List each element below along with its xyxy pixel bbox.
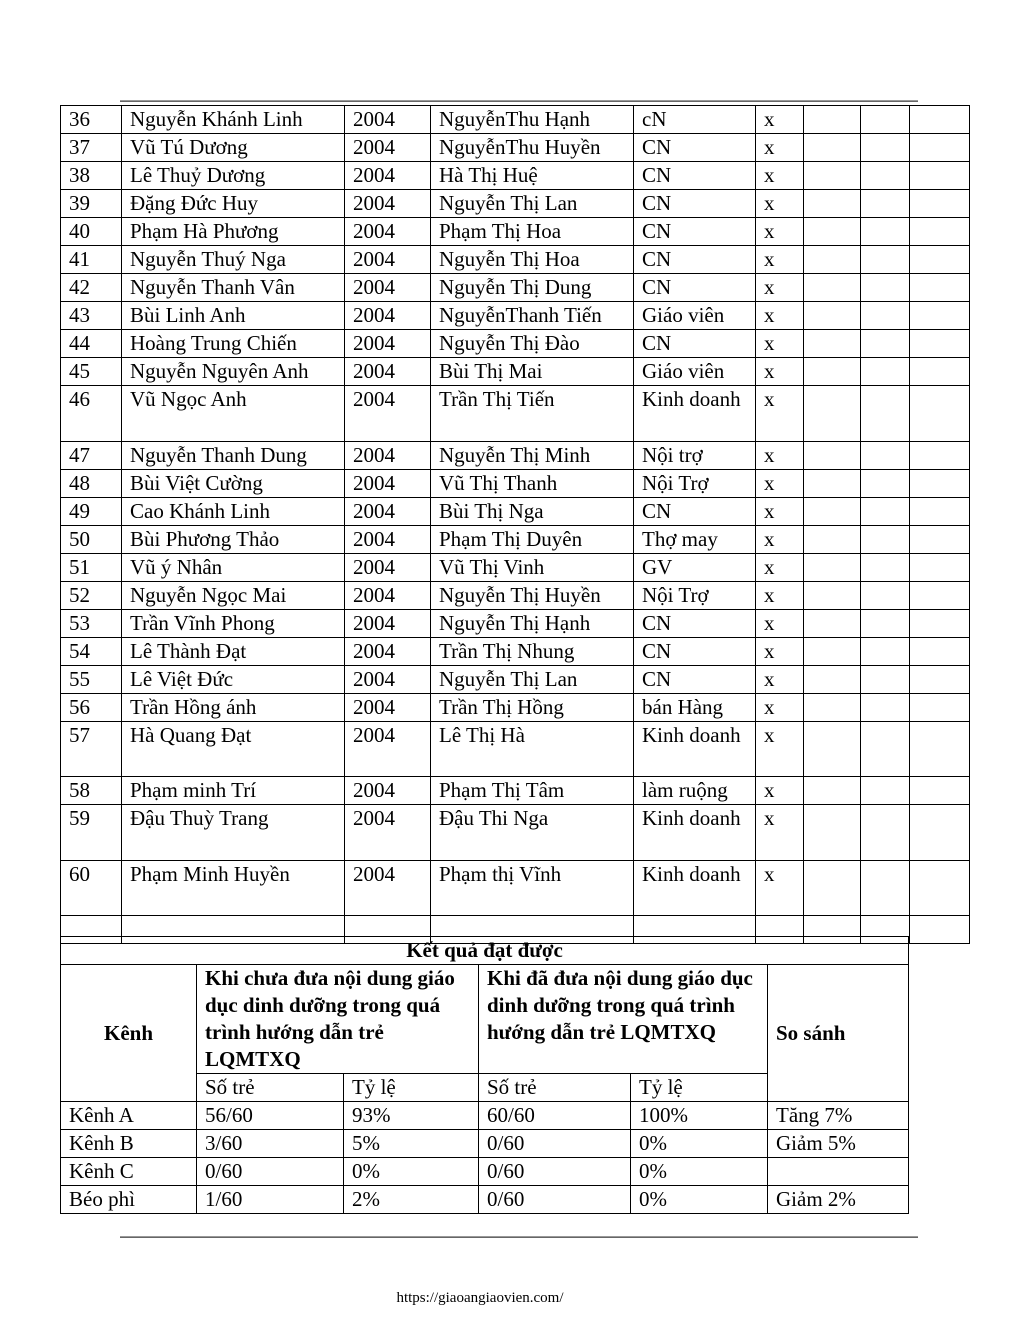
empty-cell xyxy=(861,330,910,358)
empty-cell xyxy=(861,581,910,609)
birth-year: 2004 xyxy=(345,637,431,665)
mark: x xyxy=(756,274,804,302)
parent-name: Nguyễn Thị Huyền xyxy=(431,581,634,609)
row-number: 42 xyxy=(61,274,122,302)
student-name: Đặng Đức Huy xyxy=(122,190,345,218)
parent-job: CN xyxy=(634,330,756,358)
parent-name: NguyễnThanh Tiến xyxy=(431,302,634,330)
birth-year: 2004 xyxy=(345,246,431,274)
table-row xyxy=(61,106,970,134)
parent-name: Phạm Thị Duyên xyxy=(431,525,634,553)
empty-cell xyxy=(804,777,861,805)
empty-cell xyxy=(910,805,970,861)
empty-cell xyxy=(910,553,970,581)
mark: x xyxy=(756,777,804,805)
birth-year: 2004 xyxy=(345,525,431,553)
empty-cell xyxy=(804,274,861,302)
student-name: Bùi Việt Cường xyxy=(122,469,345,497)
table-row xyxy=(61,609,970,637)
col-compare-header: So sánh xyxy=(768,965,909,1102)
table-row xyxy=(61,441,970,469)
after-ratio: 0% xyxy=(631,1186,768,1214)
birth-year: 2004 xyxy=(345,693,431,721)
parent-name: Nguyễn Thị Đào xyxy=(431,330,634,358)
empty-cell xyxy=(861,665,910,693)
after-count: 0/60 xyxy=(479,1158,631,1186)
table-row xyxy=(61,134,970,162)
student-name: Phạm Hà Phương xyxy=(122,218,345,246)
row-number: 40 xyxy=(61,218,122,246)
mark: x xyxy=(756,106,804,134)
mark: x xyxy=(756,469,804,497)
before-count: 56/60 xyxy=(197,1102,344,1130)
table-row xyxy=(61,330,970,358)
mark: x xyxy=(756,358,804,386)
empty-cell xyxy=(804,525,861,553)
mark: x xyxy=(756,637,804,665)
empty-cell xyxy=(804,218,861,246)
empty-cell xyxy=(910,441,970,469)
empty-cell xyxy=(861,246,910,274)
after-ratio: 0% xyxy=(631,1158,768,1186)
empty-cell xyxy=(910,469,970,497)
row-number: 56 xyxy=(61,693,122,721)
parent-job: cN xyxy=(634,106,756,134)
parent-job: Nội Trợ xyxy=(634,469,756,497)
empty-cell xyxy=(861,860,910,916)
empty-cell xyxy=(804,721,861,777)
result-row xyxy=(61,1102,909,1130)
row-number: 54 xyxy=(61,637,122,665)
row-number: 60 xyxy=(61,860,122,916)
empty-cell xyxy=(861,162,910,190)
birth-year: 2004 xyxy=(345,218,431,246)
student-table xyxy=(60,105,970,944)
after-ratio: 100% xyxy=(631,1102,768,1130)
empty-cell xyxy=(910,162,970,190)
empty-cell xyxy=(804,609,861,637)
row-number: 51 xyxy=(61,553,122,581)
empty-cell xyxy=(910,581,970,609)
parent-job: làm ruộng xyxy=(634,777,756,805)
student-name: Trần Vĩnh Phong xyxy=(122,609,345,637)
table-row xyxy=(61,693,970,721)
table-row xyxy=(61,665,970,693)
before-ratio: 5% xyxy=(344,1130,479,1158)
empty-cell xyxy=(910,777,970,805)
student-name: Đậu Thuỳ Trang xyxy=(122,805,345,861)
birth-year: 2004 xyxy=(345,106,431,134)
birth-year: 2004 xyxy=(345,860,431,916)
empty-cell xyxy=(910,386,970,442)
parent-job: GV xyxy=(634,553,756,581)
empty-cell xyxy=(910,134,970,162)
comparison: Giảm 2% xyxy=(768,1186,909,1214)
birth-year: 2004 xyxy=(345,386,431,442)
parent-name: Trần Thị Tiến xyxy=(431,386,634,442)
parent-job: CN xyxy=(634,162,756,190)
table-row xyxy=(61,386,970,442)
mark: x xyxy=(756,302,804,330)
parent-job: Kinh doanh xyxy=(634,721,756,777)
birth-year: 2004 xyxy=(345,469,431,497)
student-name: Nguyễn Thanh Dung xyxy=(122,441,345,469)
row-number: 45 xyxy=(61,358,122,386)
student-name: Nguyễn Thuý Nga xyxy=(122,246,345,274)
student-name: Bùi Linh Anh xyxy=(122,302,345,330)
mark: x xyxy=(756,553,804,581)
empty-cell xyxy=(910,497,970,525)
empty-cell xyxy=(804,553,861,581)
birth-year: 2004 xyxy=(345,162,431,190)
birth-year: 2004 xyxy=(345,665,431,693)
birth-year: 2004 xyxy=(345,441,431,469)
student-name: Phạm Minh Huyền xyxy=(122,860,345,916)
birth-year: 2004 xyxy=(345,777,431,805)
student-name: Lê Thành Đạt xyxy=(122,637,345,665)
empty-cell xyxy=(804,805,861,861)
table-row xyxy=(61,553,970,581)
row-number: 52 xyxy=(61,581,122,609)
row-number: 55 xyxy=(61,665,122,693)
after-ratio: 0% xyxy=(631,1130,768,1158)
mark: x xyxy=(756,805,804,861)
parent-job: Giáo viên xyxy=(634,302,756,330)
mark: x xyxy=(756,190,804,218)
table-row xyxy=(61,721,970,777)
table-row xyxy=(61,162,970,190)
comparison: Giảm 5% xyxy=(768,1130,909,1158)
parent-job: CN xyxy=(634,218,756,246)
parent-name: Nguyễn Thị Lan xyxy=(431,665,634,693)
table-row xyxy=(61,246,970,274)
birth-year: 2004 xyxy=(345,330,431,358)
table-row xyxy=(61,777,970,805)
empty-cell xyxy=(910,358,970,386)
table-row xyxy=(61,218,970,246)
parent-job: CN xyxy=(634,609,756,637)
parent-job: CN xyxy=(634,190,756,218)
student-name: Nguyễn Ngọc Mai xyxy=(122,581,345,609)
comparison: Tăng 7% xyxy=(768,1102,909,1130)
empty-cell xyxy=(910,609,970,637)
parent-name: Bùi Thị Nga xyxy=(431,497,634,525)
empty-cell xyxy=(861,218,910,246)
birth-year: 2004 xyxy=(345,581,431,609)
empty-cell xyxy=(861,693,910,721)
empty-cell xyxy=(804,497,861,525)
empty-cell xyxy=(861,609,910,637)
student-name: Vũ Tú Dương xyxy=(122,134,345,162)
birth-year: 2004 xyxy=(345,358,431,386)
before-count: 1/60 xyxy=(197,1186,344,1214)
empty-cell xyxy=(804,190,861,218)
parent-name: Đậu Thi Nga xyxy=(431,805,634,861)
mark: x xyxy=(756,162,804,190)
after-count: 60/60 xyxy=(479,1102,631,1130)
student-name: Nguyễn Thanh Vân xyxy=(122,274,345,302)
parent-name: Nguyễn Thị Hoa xyxy=(431,246,634,274)
header-rule xyxy=(120,100,918,102)
row-number: 50 xyxy=(61,525,122,553)
empty-cell xyxy=(804,106,861,134)
birth-year: 2004 xyxy=(345,302,431,330)
footer-url: https://giaoangiaovien.com/ xyxy=(396,1290,564,1306)
empty-cell xyxy=(861,497,910,525)
mark: x xyxy=(756,581,804,609)
empty-cell xyxy=(910,860,970,916)
student-name: Nguyễn Nguyên Anh xyxy=(122,358,345,386)
student-name: Cao Khánh Linh xyxy=(122,497,345,525)
parent-name: Trần Thị Nhung xyxy=(431,637,634,665)
col-after-header: Khi đã đưa nội dung giáo dục dinh dưỡng trong quá trình hướng dẫn trẻ LQMTXQ xyxy=(479,965,768,1074)
mark: x xyxy=(756,386,804,442)
mark: x xyxy=(756,497,804,525)
table-row xyxy=(61,469,970,497)
empty-cell xyxy=(861,190,910,218)
results-table xyxy=(60,936,909,1214)
birth-year: 2004 xyxy=(345,805,431,861)
empty-cell xyxy=(804,637,861,665)
mark: x xyxy=(756,860,804,916)
parent-job: CN xyxy=(634,497,756,525)
student-name: Bùi Phương Thảo xyxy=(122,525,345,553)
row-number: 36 xyxy=(61,106,122,134)
parent-name: Phạm thị Vĩnh xyxy=(431,860,634,916)
parent-name: Hà Thị Huệ xyxy=(431,162,634,190)
student-name: Lê Thuỷ Dương xyxy=(122,162,345,190)
empty-cell xyxy=(804,162,861,190)
sub-ratio-after: Tỷ lệ xyxy=(631,1074,768,1102)
birth-year: 2004 xyxy=(345,721,431,777)
col-channel-header: Kênh xyxy=(61,965,197,1102)
mark: x xyxy=(756,693,804,721)
empty-cell xyxy=(861,302,910,330)
table-row xyxy=(61,525,970,553)
student-name: Nguyễn Khánh Linh xyxy=(122,106,345,134)
empty-cell xyxy=(910,106,970,134)
parent-name: Bùi Thị Mai xyxy=(431,358,634,386)
parent-name: Nguyễn Thị Dung xyxy=(431,274,634,302)
empty-cell xyxy=(910,721,970,777)
parent-job: CN xyxy=(634,274,756,302)
row-number: 41 xyxy=(61,246,122,274)
birth-year: 2004 xyxy=(345,274,431,302)
empty-cell xyxy=(861,721,910,777)
before-ratio: 2% xyxy=(344,1186,479,1214)
row-number: 47 xyxy=(61,441,122,469)
parent-name: Nguyễn Thị Minh xyxy=(431,441,634,469)
mark: x xyxy=(756,246,804,274)
sub-count-after: Số trẻ xyxy=(479,1074,631,1102)
row-number: 57 xyxy=(61,721,122,777)
comparison xyxy=(768,1158,909,1186)
mark: x xyxy=(756,218,804,246)
empty-cell xyxy=(804,358,861,386)
before-count: 3/60 xyxy=(197,1130,344,1158)
empty-cell xyxy=(861,777,910,805)
empty-cell xyxy=(861,553,910,581)
table-row xyxy=(61,581,970,609)
birth-year: 2004 xyxy=(345,497,431,525)
birth-year: 2004 xyxy=(345,553,431,581)
result-row xyxy=(61,1186,909,1214)
parent-name: Phạm Thị Hoa xyxy=(431,218,634,246)
parent-name: Phạm Thị Tâm xyxy=(431,777,634,805)
parent-job: Kinh doanh xyxy=(634,860,756,916)
birth-year: 2004 xyxy=(345,190,431,218)
parent-job: bán Hàng xyxy=(634,693,756,721)
mark: x xyxy=(756,330,804,358)
empty-cell xyxy=(804,860,861,916)
mark: x xyxy=(756,441,804,469)
empty-cell xyxy=(861,525,910,553)
row-number: 48 xyxy=(61,469,122,497)
sub-count-before: Số trẻ xyxy=(197,1074,344,1102)
mark: x xyxy=(756,665,804,693)
parent-name: Vũ Thị Thanh xyxy=(431,469,634,497)
row-number: 37 xyxy=(61,134,122,162)
before-ratio: 0% xyxy=(344,1158,479,1186)
table-row xyxy=(61,860,970,916)
empty-cell xyxy=(910,274,970,302)
empty-cell xyxy=(910,637,970,665)
empty-cell xyxy=(804,330,861,358)
after-count: 0/60 xyxy=(479,1130,631,1158)
empty-cell xyxy=(861,805,910,861)
empty-cell xyxy=(910,302,970,330)
empty-cell xyxy=(861,106,910,134)
parent-job: CN xyxy=(634,246,756,274)
parent-job: Nội trợ xyxy=(634,441,756,469)
row-number: 49 xyxy=(61,497,122,525)
parent-name: Nguyễn Thị Lan xyxy=(431,190,634,218)
empty-cell xyxy=(804,665,861,693)
channel-name: Kênh A xyxy=(61,1102,197,1130)
empty-cell xyxy=(910,330,970,358)
parent-job: CN xyxy=(634,134,756,162)
table-row xyxy=(61,637,970,665)
sub-ratio-before: Tỷ lệ xyxy=(344,1074,479,1102)
table-row xyxy=(61,497,970,525)
parent-name: Lê Thị Hà xyxy=(431,721,634,777)
after-count: 0/60 xyxy=(479,1186,631,1214)
channel-name: Kênh B xyxy=(61,1130,197,1158)
parent-job: Kinh doanh xyxy=(634,386,756,442)
table-row xyxy=(61,805,970,861)
empty-cell xyxy=(804,246,861,274)
parent-job: Thợ may xyxy=(634,525,756,553)
birth-year: 2004 xyxy=(345,134,431,162)
empty-cell xyxy=(910,665,970,693)
parent-name: Nguyễn Thị Hạnh xyxy=(431,609,634,637)
student-name: Phạm minh Trí xyxy=(122,777,345,805)
row-number: 38 xyxy=(61,162,122,190)
empty-cell xyxy=(804,134,861,162)
mark: x xyxy=(756,609,804,637)
empty-cell xyxy=(861,441,910,469)
row-number: 44 xyxy=(61,330,122,358)
table-row xyxy=(61,358,970,386)
result-row xyxy=(61,1158,909,1186)
mark: x xyxy=(756,134,804,162)
table-row xyxy=(61,190,970,218)
empty-cell xyxy=(910,218,970,246)
student-name: Trần Hồng ánh xyxy=(122,693,345,721)
empty-cell xyxy=(804,302,861,330)
col-before-header: Khi chưa đưa nội dung giáo dục dinh dưỡng trong quá trình hướng dẫn trẻ LQMTXQ xyxy=(197,965,479,1074)
parent-job: Giáo viên xyxy=(634,358,756,386)
channel-name: Béo phì xyxy=(61,1186,197,1214)
empty-cell xyxy=(910,693,970,721)
before-count: 0/60 xyxy=(197,1158,344,1186)
empty-cell xyxy=(910,190,970,218)
empty-cell xyxy=(861,274,910,302)
empty-cell xyxy=(804,693,861,721)
student-name: Hoàng Trung Chiến xyxy=(122,330,345,358)
parent-job: Nội Trợ xyxy=(634,581,756,609)
birth-year: 2004 xyxy=(345,609,431,637)
empty-cell xyxy=(910,916,970,944)
row-number: 58 xyxy=(61,777,122,805)
empty-cell xyxy=(861,134,910,162)
empty-cell xyxy=(804,581,861,609)
parent-name: NguyễnThu Huyền xyxy=(431,134,634,162)
row-number: 43 xyxy=(61,302,122,330)
parent-job: CN xyxy=(634,665,756,693)
mark: x xyxy=(756,721,804,777)
result-row xyxy=(61,1130,909,1158)
student-name: Vũ Ngọc Anh xyxy=(122,386,345,442)
row-number: 46 xyxy=(61,386,122,442)
empty-cell xyxy=(861,386,910,442)
parent-job: CN xyxy=(634,637,756,665)
row-number: 59 xyxy=(61,805,122,861)
table-row xyxy=(61,302,970,330)
empty-cell xyxy=(910,246,970,274)
student-name: Hà Quang Đạt xyxy=(122,721,345,777)
parent-name: NguyễnThu Hạnh xyxy=(431,106,634,134)
empty-cell xyxy=(861,358,910,386)
empty-cell xyxy=(804,469,861,497)
footer-rule xyxy=(120,1236,918,1238)
student-name: Lê Việt Đức xyxy=(122,665,345,693)
empty-cell xyxy=(804,441,861,469)
row-number: 53 xyxy=(61,609,122,637)
parent-job: Kinh doanh xyxy=(634,805,756,861)
mark: x xyxy=(756,525,804,553)
empty-cell xyxy=(861,637,910,665)
parent-name: Trần Thị Hồng xyxy=(431,693,634,721)
empty-cell xyxy=(804,386,861,442)
before-ratio: 93% xyxy=(344,1102,479,1130)
student-name: Vũ ý Nhân xyxy=(122,553,345,581)
channel-name: Kênh C xyxy=(61,1158,197,1186)
empty-cell xyxy=(910,525,970,553)
table-row xyxy=(61,274,970,302)
results-title: Kết quả đạt được xyxy=(61,937,909,965)
row-number: 39 xyxy=(61,190,122,218)
empty-cell xyxy=(861,469,910,497)
parent-name: Vũ Thị Vinh xyxy=(431,553,634,581)
